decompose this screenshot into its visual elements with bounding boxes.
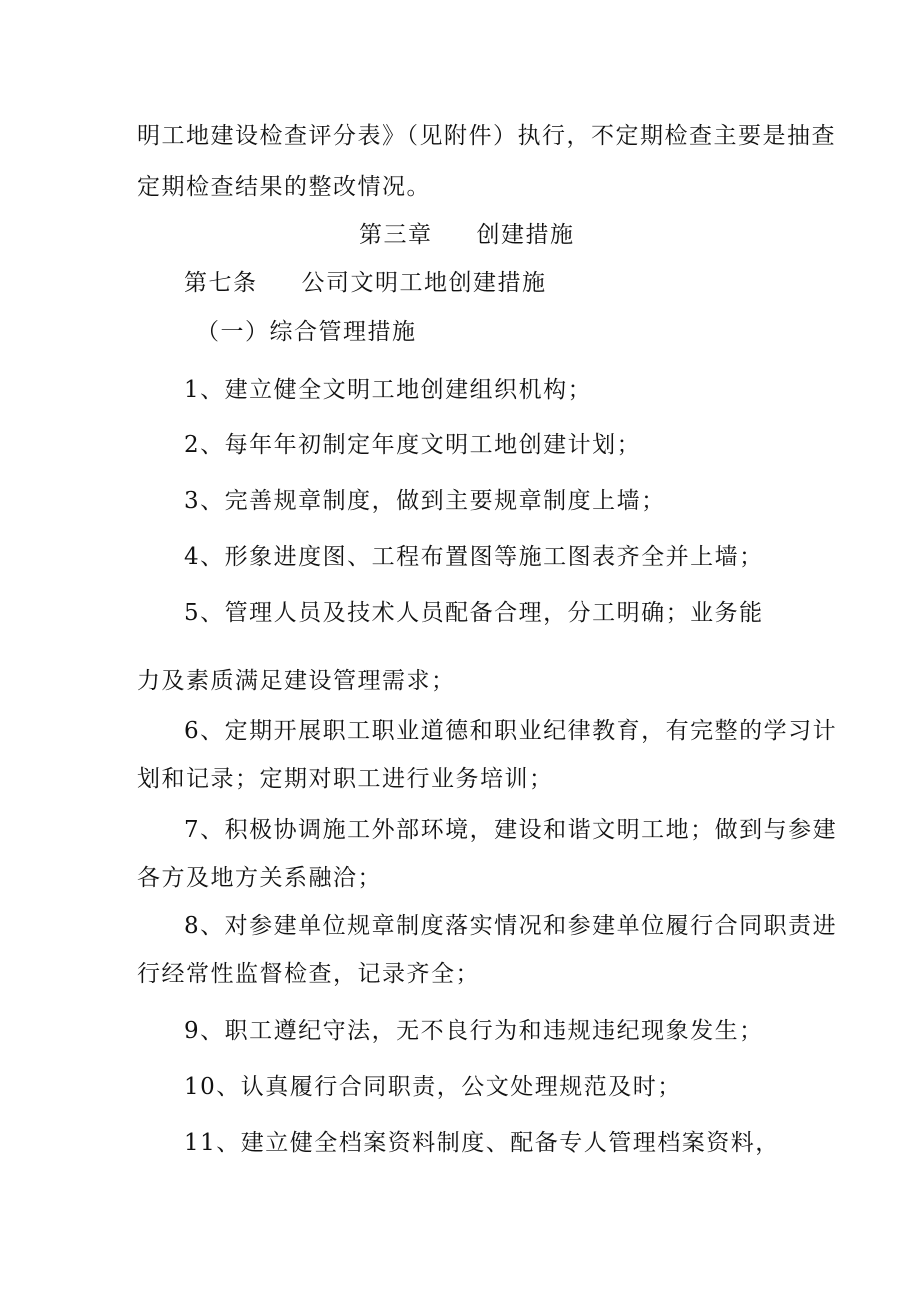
- list-item-7-continued: 各方及地方关系融洽；: [137, 865, 382, 891]
- list-item-8: 8、对参建单位规章制度落实情况和参建单位履行合同职责进: [184, 913, 838, 939]
- section-heading: （一）综合管理措施: [196, 319, 417, 345]
- paragraph-line-continuation: 明工地建设检查评分表》（见附件）执行，不定期检查主要是抽查: [137, 123, 836, 149]
- list-item-4: 4、形象进度图、工程布置图等施工图表齐全并上墙；: [184, 544, 764, 570]
- list-item-8-continued: 行经常性监督检查，记录齐全；: [137, 961, 480, 987]
- chapter-title: 创建措施: [476, 222, 575, 248]
- list-item-2: 2、每年年初制定年度文明工地创建计划；: [184, 432, 642, 458]
- chapter-number: 第三章: [359, 222, 433, 248]
- article-title: 公司文明工地创建措施: [301, 270, 547, 296]
- list-item-3: 3、完善规章制度，做到主要规章制度上墙；: [184, 488, 666, 514]
- paragraph-line-continuation-end: 定期检查结果的整改情况。: [137, 174, 431, 200]
- list-item-5-continued: 力及素质满足建设管理需求；: [137, 668, 456, 694]
- list-item-10: 10、认真履行合同职责，公文处理规范及时；: [184, 1074, 682, 1100]
- list-item-11: 11、建立健全档案资料制度、配备专人管理档案资料，: [184, 1130, 780, 1156]
- list-item-1: 1、建立健全文明工地创建组织机构；: [184, 377, 593, 403]
- article-number: 第七条: [184, 270, 258, 296]
- list-item-5: 5、管理人员及技术人员配备合理，分工明确；业务能: [184, 600, 764, 626]
- article-heading: [184, 268, 547, 298]
- chapter-heading: [359, 220, 575, 250]
- list-item-6: 6、定期开展职工职业道德和职业纪律教育，有完整的学习计: [184, 718, 838, 744]
- list-item-9: 9、职工遵纪守法，无不良行为和违规违纪现象发生；: [184, 1018, 764, 1044]
- list-item-6-continued: 划和记录；定期对职工进行业务培训；: [137, 766, 554, 792]
- list-item-7: 7、积极协调施工外部环境，建设和谐文明工地；做到与参建: [184, 817, 838, 843]
